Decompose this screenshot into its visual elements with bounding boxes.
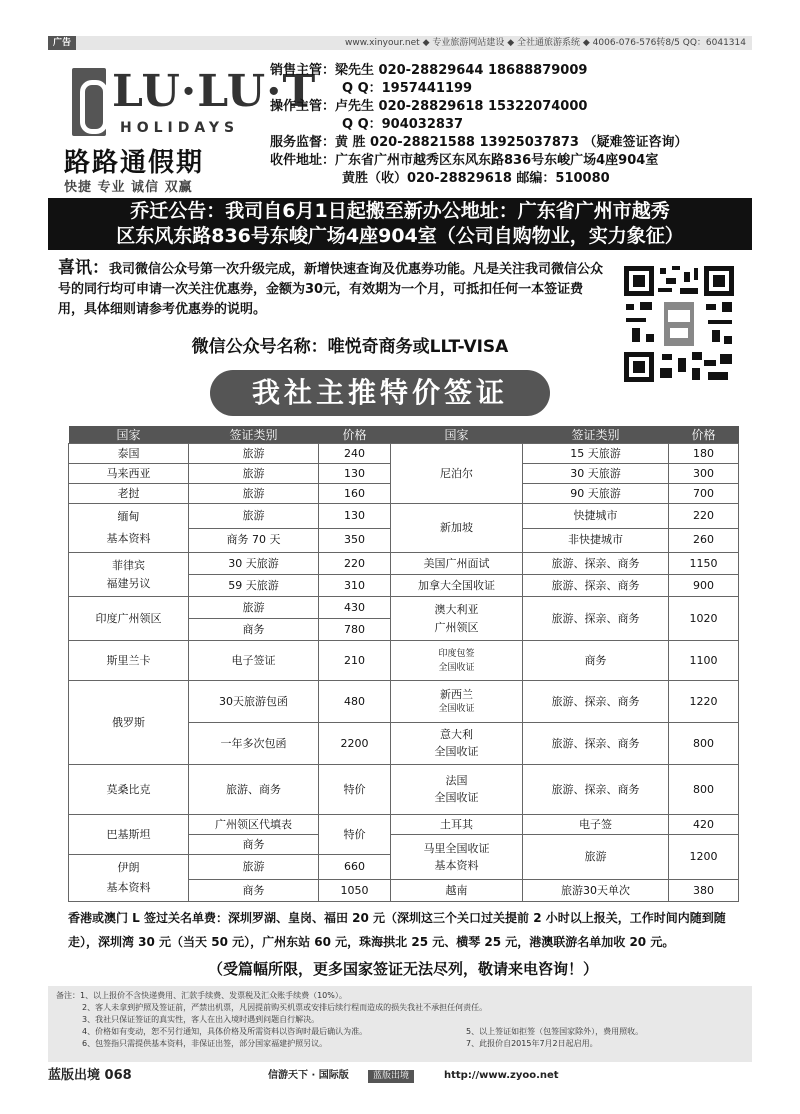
cell-price: 1050 [319,880,391,902]
cell-country: 巴基斯坦 [69,815,189,855]
table-row [69,553,739,575]
notice-line-2: 区东风东路836号东峻广场4座904室（公司自购物业，实力象征） [116,225,684,247]
cell-country: 越南 [391,880,523,902]
cell-price: 350 [319,528,391,553]
ad-info: www.xinyour.net ◆ 专业旅游网站建设 ◆ 全社通旅游系统 ◆ 4006-076-576转8/5 QQ：6041314 [345,38,746,48]
cell-price: 660 [319,855,391,880]
qr-code-icon [622,264,736,384]
country-sub: 基本资料 [106,881,151,895]
cell-country [69,855,189,902]
cell-type: 旅游 [189,855,319,880]
cell-type: 旅游 [189,464,319,484]
header [48,52,752,200]
remark-line: 备注：1、以上报价不含快递费用、汇款手续费、发票税及汇众账手续费（10%）。 [56,991,347,1000]
country-name: 伊朗 [117,861,140,875]
cell-price: 900 [669,575,739,597]
cell-type: 快捷城市 [523,504,669,529]
header-price: 价格 [319,426,391,444]
top-ad-bar [48,36,752,50]
header-country: 国家 [69,426,189,444]
cell-type: 商务 [189,835,319,855]
table-row [69,504,739,529]
cell-type: 广州领区代填表 [189,815,319,835]
country-sub: 广州领区 [434,620,479,634]
cell-country [391,765,523,815]
main-title: 我社主推特价签证 [210,370,550,416]
table-row [69,641,739,681]
remark-line: 3、我社只保证签证的真实性，客人在出入境时遇到问题自行解决。 [82,1015,320,1024]
cell-country: 马来西亚 [69,464,189,484]
table-row [69,815,739,835]
cell-price: 160 [319,484,391,504]
footer-publication: 信游天下 · 国际版 [268,1070,349,1081]
cell-type: 旅游 [189,504,319,529]
cell-price: 220 [669,504,739,529]
hk-macau-note: 香港或澳门 L 签过关名单费：深圳罗湖、皇岗、福田 20 元（深圳这三个关口过关提前 2 小时以上报关，工作时间内随到随走），深圳湾 30 元（当天 50 元），广州东站 60 元，珠海拱北 25 元、横琴 25 元，港澳联游名单加收 20 元。 [68,911,726,949]
contact-line: Q Q：1957441199 [342,81,473,96]
news-paragraph [58,258,606,320]
table-row [69,597,739,619]
company-logo [62,62,317,195]
cell-country: 泰国 [69,444,189,464]
news-text: 我司微信公众号第一次升级完成，新增快速查询及优惠券功能。凡是关注我司微信公众号的同行均可申请一次关注优惠券，金额为30元，有效期为一个月，可抵扣任何一本签证费用，具体细则请参考优惠券的说明。 [58,262,604,317]
cell-country: 加拿大全国收证 [391,575,523,597]
header-price-2: 价格 [669,426,739,444]
cell-price: 700 [669,484,739,504]
cell-country: 土耳其 [391,815,523,835]
cell-price: 310 [319,575,391,597]
contact-line: 操作主管：卢先生 020-28829618 15322074000 [270,99,588,114]
page-number: 蓝版出境 068 [48,1068,132,1083]
country-name: 新西兰 [440,687,473,701]
table-row [69,765,739,815]
remark-line: 2、客人未拿到护照及签证前，严禁出机票，凡因提前购买机票或安排后续行程而造成的损失我社不承担任何责任。 [82,1003,488,1012]
cell-country: 斯里兰卡 [69,641,189,681]
country-name: 法国 [445,774,468,788]
cell-type: 旅游、商务 [189,765,319,815]
cell-country: 印度广州领区 [69,597,189,641]
wechat-account-name: 微信公众号名称：唯悦奇商务或LLT-VISA [191,337,509,357]
logo-chinese-name: 路路通假期 [64,148,205,178]
cell-price: 130 [319,504,391,529]
cell-price: 800 [669,723,739,765]
country-sub: 基本资料 [434,858,479,872]
cell-price: 特价 [319,765,391,815]
cell-country: 俄罗斯 [69,681,189,765]
ad-tag: 广告 [48,36,76,50]
cell-price: 420 [669,815,739,835]
cell-type: 非快捷城市 [523,528,669,553]
cell-type: 旅游、探亲、商务 [523,597,669,641]
cell-country [391,597,523,641]
cell-price: 380 [669,880,739,902]
cell-country [391,641,523,681]
cell-country: 美国广州面试 [391,553,523,575]
cell-type: 旅游 [189,484,319,504]
country-name: 印度包签 [438,648,475,659]
cell-price: 780 [319,619,391,641]
country-sub: 基本资料 [106,532,151,546]
cell-country [69,553,189,597]
cell-type: 旅游 [189,597,319,619]
cell-country: 老挝 [69,484,189,504]
cell-price: 800 [669,765,739,815]
cell-price: 260 [669,528,739,553]
cell-type: 旅游、探亲、商务 [523,765,669,815]
cell-type: 旅游 [523,835,669,880]
cell-price: 240 [319,444,391,464]
cell-type: 旅游 [189,444,319,464]
cell-type: 旅游、探亲、商务 [523,723,669,765]
cell-type: 59 天旅游 [189,575,319,597]
news-label: 喜讯： [58,258,109,278]
cell-type: 旅游、探亲、商务 [523,575,669,597]
contact-line: 黄胜（收）020-28829618 邮编：510080 [342,171,610,186]
logo-holidays: HOLIDAYS [120,120,240,136]
contact-line: 服务监督：黄 胜 020-28821588 13925037873 （疑难签证咨询） [270,135,688,150]
cell-type: 商务 70 天 [189,528,319,553]
cell-price: 1150 [669,553,739,575]
notice-line-1: 乔迁公告：我司自6月1日起搬至新办公地址：广东省广州市越秀 [130,200,670,222]
country-sub: 全国收证 [438,662,475,673]
footer-url: http://www.zyoo.net [444,1070,559,1081]
country-sub: 全国收证 [438,703,475,714]
logo-brand: LU·LU·T [112,66,317,117]
cell-price: 430 [319,597,391,619]
remark-line: 5、以上签证如拒签（包签国家除外），费用照收。 [466,1027,644,1036]
cell-price: 480 [319,681,391,723]
country-name: 菲律宾 [112,558,145,572]
remarks-box [48,986,752,1062]
visa-price-table [68,426,739,902]
cell-type: 90 天旅游 [523,484,669,504]
cell-type: 商务 [189,880,319,902]
cell-type: 30 天旅游 [189,553,319,575]
remark-line: 4、价格如有变动，恕不另行通知，具体价格及所需资料以咨询时最后确认为准。 [82,1027,368,1036]
table-header-row [69,426,739,444]
cell-type: 一年多次包函 [189,723,319,765]
cell-country: 莫桑比克 [69,765,189,815]
contact-line: 收件地址：广东省广州市越秀区东风东路836号东峻广场4座904室 [270,153,659,168]
limit-note: （受篇幅所限，更多国家签证无法尽列，敬请来电咨询！） [207,960,598,978]
logo-s-mark-icon [72,68,106,136]
cell-price: 1220 [669,681,739,723]
cell-type: 电子签 [523,815,669,835]
cell-type: 旅游、探亲、商务 [523,553,669,575]
cell-country [391,723,523,765]
country-name: 马里全国收证 [423,841,490,855]
cell-country [391,681,523,723]
cell-country: 新加坡 [391,504,523,553]
cell-price: 1200 [669,835,739,880]
country-sub: 全国收证 [434,745,479,759]
cell-type: 15 天旅游 [523,444,669,464]
cell-type: 电子签证 [189,641,319,681]
cell-country: 尼泊尔 [391,444,523,504]
cell-price: 1020 [669,597,739,641]
cell-price: 1100 [669,641,739,681]
cell-price: 130 [319,464,391,484]
header-visa-type: 签证类别 [189,426,319,444]
cell-price: 2200 [319,723,391,765]
footer [48,1066,752,1086]
cell-price: 220 [319,553,391,575]
footer-badge: 蓝版出境 [368,1070,414,1083]
remark-line: 6、包签指只需提供基本资料，非保证出签，部分国家福建护照另议。 [82,1039,328,1048]
country-name: 澳大利亚 [434,602,479,616]
table-row [69,681,739,723]
country-sub: 全国收证 [434,791,479,805]
cell-price: 特价 [319,815,391,855]
cell-price: 300 [669,464,739,484]
country-name: 意大利 [440,728,473,742]
cell-price: 210 [319,641,391,681]
cell-price: 180 [669,444,739,464]
logo-slogan: 快捷 专业 诚信 双赢 [64,180,193,195]
table-row [69,444,739,464]
cell-type: 商务 [523,641,669,681]
contact-info [270,62,750,188]
contact-line: Q Q：904032837 [342,117,464,132]
country-name: 缅甸 [117,510,140,524]
cell-country [69,504,189,553]
header-country-2: 国家 [391,426,523,444]
cell-type: 30天旅游包函 [189,681,319,723]
cell-type: 30 天旅游 [523,464,669,484]
relocation-notice [48,198,752,250]
cell-country [391,835,523,880]
contact-line: 销售主管：梁先生 020-28829644 18688879009 [270,63,588,78]
cell-type: 旅游30天单次 [523,880,669,902]
cell-type: 旅游、探亲、商务 [523,681,669,723]
remark-line: 7、此报价自2015年7月2日起启用。 [466,1039,598,1048]
header-visa-type-2: 签证类别 [523,426,669,444]
cell-type: 商务 [189,619,319,641]
country-sub: 福建另议 [106,576,151,590]
